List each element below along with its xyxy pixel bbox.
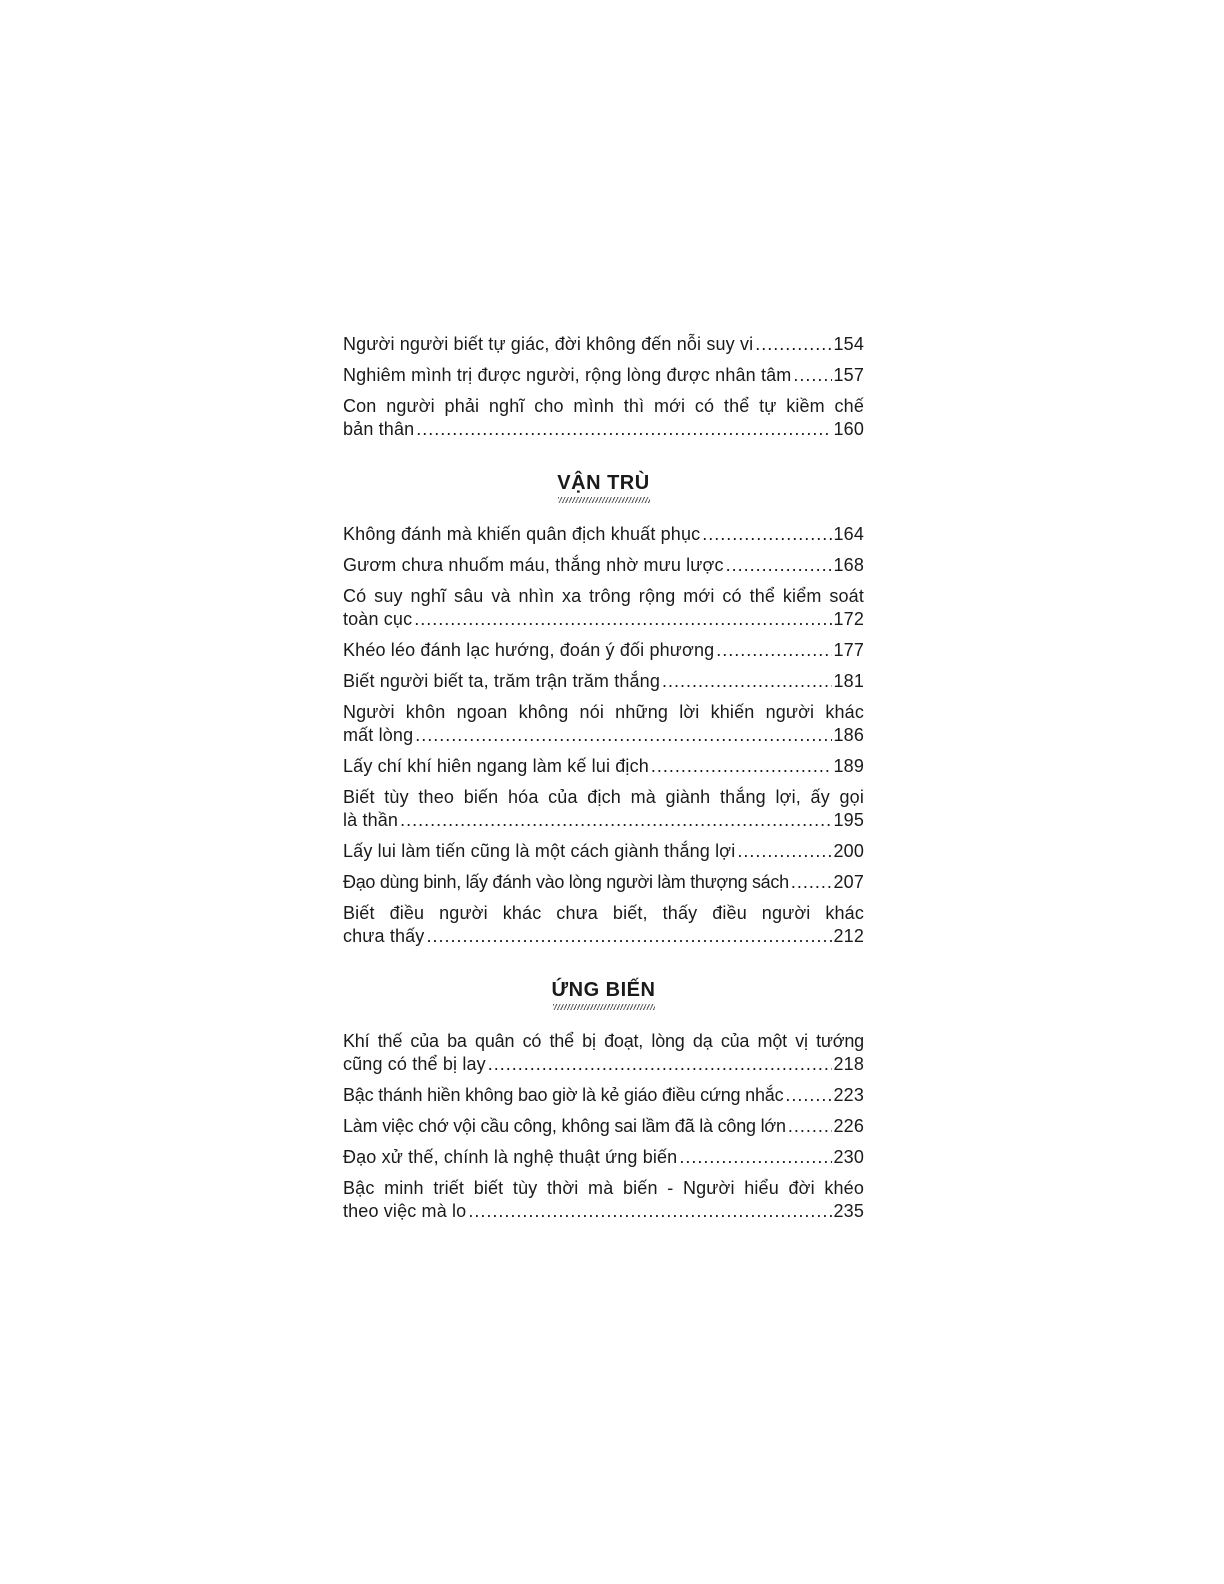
toc-entry	[343, 755, 864, 778]
toc-entry-title-line1: Người khôn ngoan không nói những lời khiến người khác	[343, 702, 864, 722]
toc-entry	[343, 1177, 864, 1223]
toc-entry-page: 177	[833, 640, 864, 660]
hatched-underline	[553, 1004, 655, 1010]
toc-entry-title: Đạo dùng binh, lấy đánh vào lòng người làm thượng sách	[343, 872, 789, 892]
toc-entry	[343, 840, 864, 863]
toc-entry-title: Lấy lui làm tiến cũng là một cách giành thắng lợi	[343, 841, 736, 861]
toc-entry-page: 189	[833, 756, 864, 776]
toc-entry	[343, 639, 864, 662]
dot-leader	[793, 364, 831, 387]
toc-entry	[343, 871, 864, 894]
dot-leader	[788, 1115, 832, 1138]
toc-entry-title-line1: Con người phải nghĩ cho mình thì mới có thể tự kiềm chế	[343, 396, 864, 416]
toc-entry	[343, 395, 864, 441]
toc-entry-title: Không đánh mà khiến quân địch khuất phục	[343, 524, 701, 544]
dot-leader	[791, 871, 832, 894]
toc-entry-title: Bậc thánh hiền không bao giờ là kẻ giáo điều cứng nhắc	[343, 1085, 784, 1105]
dot-leader	[737, 840, 831, 863]
section-heading-ung-bien	[343, 978, 864, 1010]
toc-entry-page: 226	[833, 1116, 864, 1136]
toc-entry-title-line1: Biết điều người khác chưa biết, thấy điều người khác	[343, 903, 864, 923]
toc-entry	[343, 1084, 864, 1107]
dot-leader	[726, 554, 832, 577]
toc-entry-page: 200	[833, 841, 864, 861]
toc-entry	[343, 701, 864, 747]
toc-entry-title: Nghiêm mình trị được người, rộng lòng được nhân tâm	[343, 365, 792, 385]
toc-entry-page: 164	[833, 524, 864, 544]
dot-leader	[414, 608, 831, 631]
section-title: ỨNG BIẾN	[551, 979, 656, 1001]
toc-entry-title-line2: mất lòng	[343, 725, 414, 745]
toc-entry-page: 181	[833, 671, 864, 691]
toc-entry-title: Đạo xử thế, chính là nghệ thuật ứng biến	[343, 1147, 678, 1167]
toc-entry	[343, 364, 864, 387]
toc-entry-title-line2: cũng có thể bị lay	[343, 1054, 486, 1074]
dot-leader	[426, 925, 831, 948]
toc-entry-page: 218	[833, 1054, 864, 1074]
toc-entry-title-line1: Có suy nghĩ sâu và nhìn xa trông rộng mới có thể kiểm soát	[343, 586, 864, 606]
toc-entry-page: 168	[833, 555, 864, 575]
dot-leader	[679, 1146, 831, 1169]
toc-entry-page: 195	[833, 810, 864, 830]
toc-entry	[343, 902, 864, 948]
dot-leader	[488, 1053, 832, 1076]
toc-entry-title-line1: Khí thế của ba quân có thể bị đoạt, lòng dạ của một vị tướng	[343, 1031, 864, 1051]
hatched-underline	[558, 497, 650, 503]
toc-entry-title-line2: theo việc mà lo	[343, 1201, 467, 1221]
toc-entry-page: 207	[833, 872, 864, 892]
dot-leader	[755, 333, 831, 356]
toc-entry	[343, 1030, 864, 1076]
toc-entry-page: 212	[833, 926, 864, 946]
toc-entry	[343, 670, 864, 693]
toc-entry	[343, 554, 864, 577]
toc-entry-title: Người người biết tự giác, đời không đến nỗi suy vi	[343, 334, 754, 354]
dot-leader	[468, 1200, 831, 1223]
toc-entry-title-line1: Bậc minh triết biết tùy thời mà biến - Người hiểu đời khéo	[343, 1178, 864, 1198]
toc-entry	[343, 1146, 864, 1169]
toc-entry-title-line2: là thần	[343, 810, 399, 830]
toc-entry	[343, 585, 864, 631]
table-of-contents	[343, 333, 864, 1231]
toc-entry-title-line2: toàn cục	[343, 609, 413, 629]
toc-entry	[343, 333, 864, 356]
toc-entry-title-line2: chưa thấy	[343, 926, 425, 946]
toc-entry-title-line1: Biết tùy theo biến hóa của địch mà giành thắng lợi, ấy gọi	[343, 787, 864, 807]
toc-entry-title: Khéo léo đánh lạc hướng, đoán ý đối phương	[343, 640, 715, 660]
toc-entry-page: 157	[833, 365, 864, 385]
toc-entry-page: 154	[833, 334, 864, 354]
toc-entry-page: 160	[833, 419, 864, 439]
toc-entry-title: Lấy chí khí hiên ngang làm kế lui địch	[343, 756, 649, 776]
toc-entry-title-line2: bản thân	[343, 419, 415, 439]
toc-entry-page: 223	[833, 1085, 864, 1105]
toc-entry	[343, 786, 864, 832]
toc-entry-page: 186	[833, 725, 864, 745]
dot-leader	[415, 724, 831, 747]
toc-entry-title: Làm việc chớ vội cầu công, không sai lầm đã là công lớn	[343, 1116, 786, 1136]
toc-entry	[343, 523, 864, 546]
section-heading-van-tru	[343, 471, 864, 503]
dot-leader	[416, 418, 831, 441]
toc-entry	[343, 1115, 864, 1138]
toc-entry-title: Biết người biết ta, trăm trận trăm thắng	[343, 671, 660, 691]
toc-entry-title: Gươm chưa nhuốm máu, thắng nhờ mưu lược	[343, 555, 724, 575]
toc-entry-page: 230	[833, 1147, 864, 1167]
dot-leader	[785, 1084, 831, 1107]
dot-leader	[651, 755, 832, 778]
dot-leader	[716, 639, 831, 662]
section-title: VẬN TRÙ	[557, 472, 650, 494]
toc-entry-page: 172	[833, 609, 864, 629]
dot-leader	[702, 523, 831, 546]
dot-leader	[662, 670, 832, 693]
toc-entry-page: 235	[833, 1201, 864, 1221]
dot-leader	[400, 809, 831, 832]
